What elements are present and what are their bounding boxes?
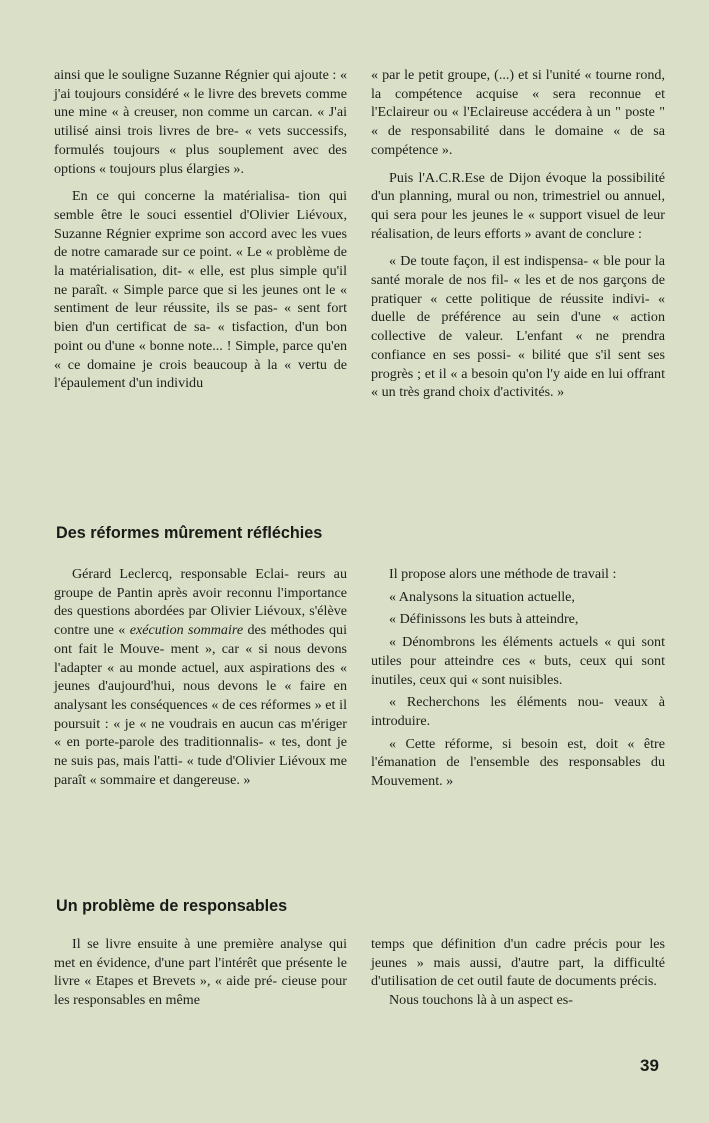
- paragraph: « De toute façon, il est indispensa- « ble pour la santé morale de nos fil- « les et de nos garçons de pratiquer « cette politique de réussite indivi- « duelle de préférence au sein d'une « action collective de valeur. L'enfant « ne prendra confiance en ses possi- « bilité que s'il sent ses progrès ; et il « a besoin qu'on l'y aide en lui offrant « un très grand choix d'activités. »: [371, 253, 665, 401]
- text-column-5: [54, 935, 347, 1010]
- paragraph: En ce qui concerne la matérialisa- tion qui semble être le souci essentiel d'Olivier Liévoux, Suzanne Régnier exprime son accord avec les vues de notre camarade sur ce point. « Le « problème de la matérialisation, dit- « elle, est plus simple qu'il ne paraît. « Simple parce que si les jeunes ont le « sentiment de leur réussite, ils se pas- « sent fort bien d'un certificat de sa- « tisfaction, d'un bon point ou d'une « bonne note... ! Simple, parce qu'en « ce domaine je crois beaucoup à la « vertu de l'épaulement d'un individu: [54, 188, 347, 392]
- paragraph: « Cette réforme, si besoin est, doit « être l'émanation de l'ensemble des responsables du Mouvement. »: [371, 735, 665, 790]
- paragraph: « par le petit groupe, (...) et si l'unité « tourne rond, la compétence acquise « sera reconnue et l'Eclaireur ou « l'Eclaireuse accédera à un " poste " « de responsabilité dans le domaine « de sa compétence ».: [371, 67, 665, 158]
- paragraph: temps que définition d'un cadre précis pour les jeunes » mais aussi, d'autre part, la difficulté d'utilisation de cet outil faute de documents précis.: [371, 936, 665, 990]
- text-column-2: [371, 66, 665, 402]
- text-column-3: [54, 565, 347, 789]
- paragraph: « Dénombrons les éléments actuels « qui sont utiles pour atteindre ces « buts, ceux qui sont inutiles, ceux qui « sont nuisibles.: [371, 634, 665, 688]
- paragraph-text: des méthodes qui ont fait le Mouve- ment », car « si nous devons l'adapter « au monde actuel, aux aspirations des « jeunes d'aujourd'hui, nous devons le « faire en analysant les conséquences « de ces réformes » et il poursuit : « je « ne voudrais en aucun cas m'ériger « en porte-parole des traditionnalis- « tes, dont je ne suis pas, mais l'atti- « tude d'Olivier Liévoux me paraît « sommaire et dangereuse. »: [54, 622, 347, 788]
- page-number: 39: [640, 1056, 659, 1075]
- emphasis-text: exécution sommaire: [129, 622, 244, 639]
- paragraph: Il propose alors une méthode de travail :: [389, 566, 617, 582]
- paragraph: [54, 565, 347, 789]
- paragraph: « Analysons la situation actuelle,: [389, 588, 575, 605]
- section-heading: Un problème de responsables: [56, 897, 288, 915]
- paragraph: Puis l'A.C.R.Ese de Dijon évoque la possibilité d'un planning, mural ou non, trimestriel ou annuel, qui sera pour les jeunes le « support visuel de leur réalisation, de leurs efforts » avant de conclure :: [371, 169, 665, 242]
- paragraph: « Définissons les buts à atteindre,: [389, 611, 579, 628]
- paragraph: « Recherchons les éléments nou- veaux à introduire.: [371, 694, 665, 729]
- text-column-1: [54, 66, 347, 393]
- text-column-4: [371, 565, 665, 791]
- section-heading: Des réformes mûrement réfléchies: [56, 524, 323, 542]
- paragraph: ainsi que le souligne Suzanne Régnier qui ajoute : « j'ai toujours considéré « le livre des brevets comme une mine « à creuser, non comme un carcan. « J'ai utilisé ainsi trois livres de bre- « vets successifs, formulés toujours « plus souplement avec des options « toujours plus élargies ».: [54, 67, 347, 177]
- text-column-6: [371, 935, 665, 1010]
- paragraph: Nous touchons là à un aspect es-: [389, 992, 573, 1009]
- paragraph: Il se livre ensuite à une première analyse qui met en évidence, d'une part l'intérêt que présente le livre « Etapes et Brevets », « aide pré- cieuse pour les responsables en même: [54, 936, 347, 1009]
- paragraph-text: Gérard Leclercq, responsable Eclai- reurs au groupe de Pantin après avoir reconnu l'importance des questions abordées par Olivier Liévoux, s'élève contre une «: [54, 566, 347, 639]
